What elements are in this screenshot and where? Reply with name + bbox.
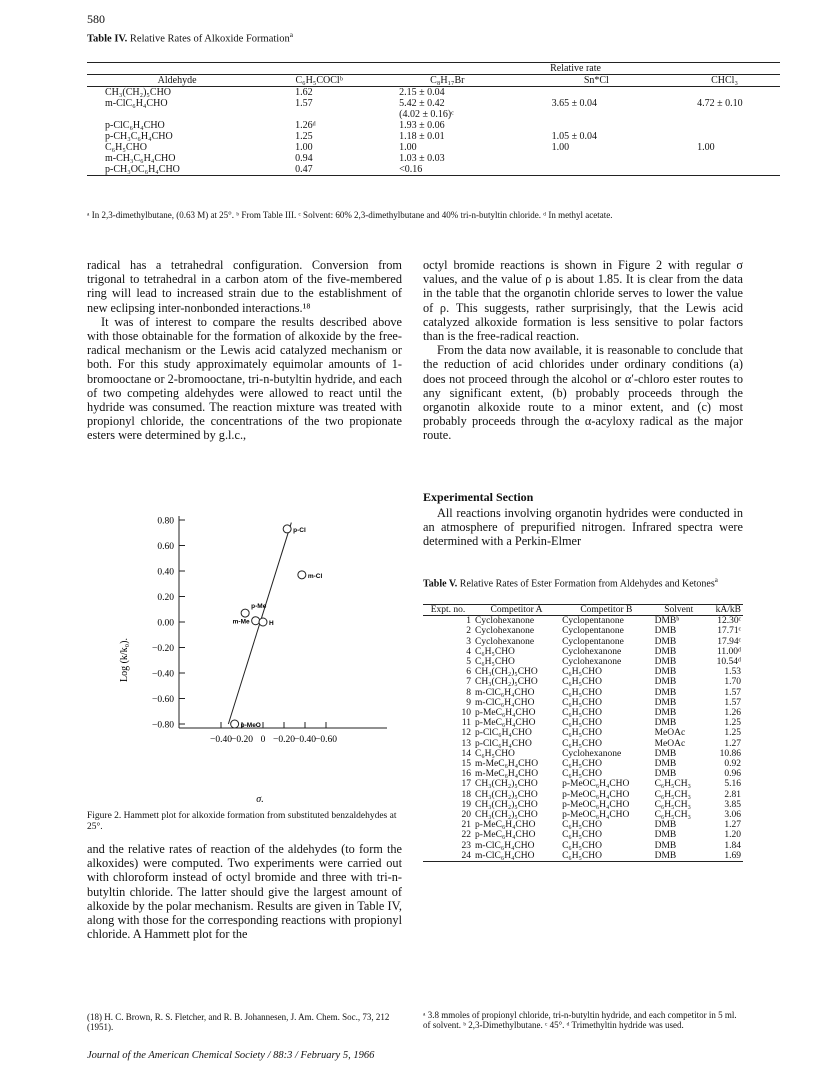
table-row [423, 841, 743, 851]
table5-cell: 10 [461, 708, 472, 719]
table5-cell: 1.84 [724, 840, 741, 851]
journal-footer: Journal of the American Chemical Society / 88:3 / February 5, 1966 [87, 1050, 375, 1061]
table5-cell: 19 [461, 799, 472, 810]
table5-cell: 2 [466, 626, 472, 637]
table5-cell: Cyclohexanone [562, 657, 622, 668]
table-row [423, 810, 743, 820]
table5-cell: 1.69 [724, 850, 741, 861]
table5-cell: DMB [654, 657, 677, 668]
figure2-x-tick-label: −0.20 [273, 735, 295, 745]
table5-cell: 17.71ᶜ [717, 626, 741, 637]
table5-cell: DMB [654, 636, 677, 647]
table5-cell: Cyclohexanone [562, 748, 622, 759]
table5-cell: DMB [654, 850, 677, 861]
table5-cell: C₆H₅CHO [562, 769, 602, 780]
table5-cell: Cyclohexanone [475, 616, 535, 627]
table-row [87, 87, 780, 99]
table-row [423, 718, 743, 728]
table5-cell: 1.20 [724, 830, 741, 841]
table5-cell: 7 [466, 677, 472, 688]
table5-cell: p-MeC₆H₄CHO [475, 820, 536, 831]
table5-cell: CH₃(CH₂)₅CHO [475, 810, 538, 821]
figure2-point [231, 720, 239, 728]
figure2-y-tick-label: −0.80 [152, 720, 174, 731]
table5-cell: CH₃(CH₂)₅CHO [475, 789, 538, 800]
table4-cell [524, 120, 670, 131]
table5-cell: m-MeC₆H₄CHO [475, 769, 539, 780]
table-row [423, 749, 743, 759]
table4-cell [87, 109, 267, 120]
table5-footnotes: ᵃ 3.8 mmoles of propionyl chloride, tri-n-butyltin hydride, and each competitor in 5 ml. of solvent. ᵇ 2,3-Dimethylbutane. ᶜ 45°. ᵈ Trimethyltin hydride was used. [423, 1010, 737, 1030]
figure2-point [298, 571, 306, 579]
table-row [423, 657, 743, 667]
table4-cell: (4.02 ± 0.16)ᶜ [399, 109, 454, 120]
table4-cell: 1.26ᵈ [295, 120, 316, 131]
table-row [87, 142, 780, 153]
table5-cell: C₆H₅CHO [562, 840, 602, 851]
experimental-text [423, 506, 743, 549]
table4-cell: C₆H₅CHO [105, 142, 147, 153]
table5-cell: Cyclohexanone [562, 646, 622, 657]
paragraph: octyl bromide reactions is shown in Figure 2 with regular σ values, and the value of ρ is about 1.85. It is clear from the data in the table that the organotin chloride serves to lower the value of ρ. This suggests, rather surprisingly, that the Lewis acid catalyzed alkoxide formation is less sensitive to polar factors than is the free-radical reaction. [423, 258, 743, 344]
paragraph: It was of interest to compare the results described above with those obtainable for the formation of alkoxide by the free-radical mechanism or the Lewis acid catalyzed mechanism or both. For this study approximately equimolar amounts of 1-bromooctane or 2-bromooctane, tri-n-butyltin hydride, and each of two competing aldehydes were allowed to react until the hydride was consumed. The reaction mixture was treated with propionyl chloride, the concentrations of the two propionate esters were determined by g.l.c., [87, 314, 402, 443]
table5-cell: p-ClC₆H₄CHO [475, 738, 532, 749]
figure2-point-label: p-Me [251, 603, 267, 611]
right-column-text [423, 258, 743, 443]
table4-cell [669, 131, 780, 142]
table-row [87, 109, 780, 120]
table-row [87, 164, 780, 176]
table5-title-mark: a [714, 576, 718, 584]
table-row [423, 820, 743, 830]
table5-cell: Cyclohexanone [475, 626, 535, 637]
table5-cell: p-MeOC₆H₄CHO [562, 789, 630, 800]
figure2-y-tick-label: 0.40 [157, 567, 174, 578]
table-row [423, 647, 743, 657]
table5-cell: C₆H₅CHO [562, 667, 602, 678]
figure2-point [283, 525, 291, 533]
table-row [423, 759, 743, 769]
table4-col-header: Sn*Cl [524, 75, 670, 87]
table4-cell: 1.03 ± 0.03 [399, 153, 445, 164]
table4-cell [669, 87, 780, 99]
table4-cell: 1.00 [551, 142, 570, 153]
table5-cell: 2.81 [724, 789, 741, 800]
table5-cell: CH₃(CH₂)₅CHO [475, 677, 538, 688]
table5-cell: DMB [654, 759, 677, 770]
table5-cell: 1.26 [724, 708, 741, 719]
figure2-plot [87, 500, 417, 806]
table5-cell: C₆H₅CHO [562, 677, 602, 688]
table5-caption [423, 575, 743, 589]
table5-cell: C₆H₅CH₃ [654, 799, 691, 810]
table5-cell: 16 [461, 769, 472, 780]
table5-cell: m-MeC₆H₄CHO [475, 759, 539, 770]
table5-cell: MeOAc [654, 738, 686, 749]
table5-cell: C₆H₅CHO [562, 820, 602, 831]
figure2-caption: Figure 2. Hammett plot for alkoxide formation from substituted benzaldehydes at 25°. [87, 811, 397, 832]
table5-cell: DMB [654, 830, 677, 841]
table5-cell: C₆H₅CHO [562, 738, 602, 749]
table5-cell: DMB [654, 748, 677, 759]
table4-cell: 0.47 [295, 164, 313, 175]
figure2-x-tick-label: −0.20 [231, 735, 253, 745]
table-row [423, 769, 743, 779]
table-row [423, 637, 743, 647]
figure2-point-label: p-MeO [240, 722, 261, 729]
table4-col-header: C₈H₁₇Br [371, 75, 523, 87]
table4-cell: 1.00 [697, 142, 715, 153]
table5-cell: 0.96 [724, 769, 741, 780]
table5-cell: p-MeC₆H₄CHO [475, 830, 536, 841]
table5-cell: 10.54ᵈ [716, 657, 741, 668]
figure2-x-tick-label: −0.60 [315, 735, 337, 745]
table5-cell: 9 [466, 697, 472, 708]
table5-cell: 4 [466, 646, 472, 657]
table4-col-header: CHCl₃ [669, 75, 780, 87]
table5-cell: 15 [461, 759, 472, 770]
table4-cell: 1.62 [295, 87, 313, 98]
table-row [423, 667, 743, 677]
table5-cell: 13 [461, 738, 472, 749]
table4-cell: p-CH₃C₆H₄CHO [105, 131, 173, 142]
table5-cell: 20 [461, 810, 472, 821]
table5-cell: 1.27 [724, 738, 741, 749]
table5-cell: m-ClC₆H₄CHO [475, 840, 535, 851]
table-row [87, 153, 780, 164]
table5-cell: DMB [654, 667, 677, 678]
figure2-point [259, 618, 267, 626]
figure2-y-tick-label: 0.80 [157, 516, 174, 527]
table5-cell: 22 [461, 830, 472, 841]
table-row [87, 131, 780, 142]
table4-cell [669, 153, 780, 164]
figure2-point-label: H [269, 620, 274, 627]
table5-cell: 5.16 [724, 779, 741, 790]
table4-cell [524, 164, 670, 176]
table-row [423, 677, 743, 687]
table5-cell: C₆H₅CHO [562, 718, 602, 729]
table5-cell: MeOAc [654, 728, 686, 739]
table4-cell: 4.72 ± 0.10 [697, 98, 743, 109]
figure2-y-tick-label: 0.60 [157, 542, 174, 552]
table5-cell: 5 [466, 657, 472, 668]
table5-cell: C₆H₅CH₃ [654, 789, 691, 800]
left-column-text-top [87, 258, 402, 443]
table5-cell: p-ClC₆H₄CHO [475, 728, 532, 739]
table5-cell: 3 [466, 636, 472, 647]
table4-cell [669, 164, 780, 176]
table5-cell: CH₃(CH₂)₅CHO [475, 667, 538, 678]
table5-label: Table V. [423, 578, 458, 590]
table5-cell: 18 [461, 789, 472, 800]
table5-cell: 1.27 [724, 820, 741, 831]
table5-col-header: Competitor A [473, 605, 560, 616]
table5-cell: DMB [654, 687, 677, 698]
table5-cell: Cyclopentanone [562, 636, 624, 647]
table5-cell: C₆H₅CHO [562, 728, 602, 739]
table5-cell: CH₃(CH₂)₅CHO [475, 779, 538, 790]
table4-cell: p-ClC₆H₄CHO [105, 120, 165, 131]
table5-cell: 1.25 [724, 728, 741, 739]
table5-cell: 11.00ᵈ [717, 646, 741, 657]
table5-cell: DMB [654, 840, 677, 851]
table5-cell: 24 [461, 850, 472, 861]
table5-cell: p-MeOC₆H₄CHO [562, 799, 630, 810]
table4 [87, 62, 780, 176]
table4-cell: 1.93 ± 0.06 [399, 120, 445, 131]
table5-cell: DMB [654, 769, 677, 780]
table5-cell: 1 [466, 616, 472, 627]
reference-18: (18) H. C. Brown, R. S. Fletcher, and R. B. Johannesen, J. Am. Chem. Soc., 73, 212 (1951). [87, 1012, 390, 1032]
table4-cell: 0.94 [295, 153, 313, 164]
table5-cell: 17.94ᶜ [717, 636, 741, 647]
table5-cell: m-ClC₆H₄CHO [475, 850, 535, 861]
figure2-point [241, 609, 249, 617]
experimental-paragraph: All reactions involving organotin hydrides were conducted in an atmosphere of prepurified nitrogen. Infrared spectra were determined with a Perkin-Elmer [423, 506, 743, 549]
table5-cell: DMB [654, 718, 677, 729]
table-row [423, 708, 743, 718]
table5-cell: 12 [461, 728, 472, 739]
table5-cell: DMBᵇ [654, 616, 680, 627]
table5-cell: C₆H₅CHO [475, 748, 515, 759]
table5-cell: Cyclopentanone [562, 626, 624, 637]
experimental-heading: Experimental Section [423, 490, 534, 504]
figure2-y-tick-label: 0.20 [157, 593, 174, 603]
table5-cell: 1.57 [724, 697, 741, 708]
table5-cell: 0.92 [724, 759, 741, 770]
table5-cell: 1.53 [724, 667, 741, 678]
table4-title: Relative Rates of Alkoxide Formation [129, 33, 290, 45]
table-row [423, 616, 743, 627]
table5-cell: Cyclopentanone [562, 616, 624, 627]
table4-cell [524, 87, 670, 99]
table-row [87, 120, 780, 131]
table5-cell: 1.57 [724, 687, 741, 698]
table5-cell: DMB [654, 820, 677, 831]
table-row [87, 98, 780, 109]
table4-cell: 2.15 ± 0.04 [399, 87, 445, 98]
figure2-y-tick-label: −0.20 [152, 644, 174, 654]
table4-cell: 1.25 [295, 131, 313, 142]
table4-col-header: C₆H₅COClᵇ [267, 75, 371, 87]
table5-cell: 8 [466, 687, 472, 698]
table-row [423, 800, 743, 810]
table4-cell: 1.00 [295, 142, 313, 153]
table5-cell: 1.70 [724, 677, 741, 688]
table5-cell: C₆H₅CHO [562, 830, 602, 841]
table5 [423, 604, 743, 862]
table5-cell: C₆H₅CHO [475, 646, 515, 657]
table-row [423, 790, 743, 800]
figure2-y-tick-label: −0.60 [152, 695, 174, 705]
table4-footnotes: ᵃ In 2,3-dimethylbutane, (0.63 M) at 25°. ᵇ From Table III. ᶜ Solvent: 60% 2,3-dimethylbutane and 40% tri-n-butyltin chloride. ᵈ In methyl acetate. [87, 210, 613, 220]
table4-cell: m-CH₃C₆H₄CHO [105, 153, 176, 164]
table5-col-header: Solvent [653, 605, 705, 616]
table5-cell: 1.25 [724, 718, 741, 729]
figure2-ylabel: Log (k/k₀). [119, 637, 130, 683]
table4-cell: p-CH₃OC₆H₄CHO [105, 164, 180, 175]
table5-cell: 3.06 [724, 810, 741, 821]
figure2-xlabel: σ. [256, 794, 264, 805]
figure2-x-tick-label: −0.40 [210, 735, 232, 745]
table5-cell: CH₃(CH₂)₅CHO [475, 799, 538, 810]
table5-cell: m-ClC₆H₄CHO [475, 687, 535, 698]
table4-label: Table IV. [87, 33, 128, 45]
table5-cell: 17 [461, 779, 472, 790]
table5-cell: C₆H₅CHO [562, 850, 602, 861]
table-row [423, 698, 743, 708]
table4-col-aldehyde: Aldehyde [87, 75, 267, 87]
table4-cell: 1.05 ± 0.04 [551, 131, 598, 142]
figure2-point-label: m-Cl [307, 572, 323, 580]
figure2-point [252, 617, 260, 625]
table4-cell: 1.18 ± 0.01 [399, 131, 445, 142]
table4-cell: m-ClC₆H₄CHO [105, 98, 168, 109]
table5-cell: DMB [654, 677, 677, 688]
table4-group-header: Relative rate [371, 63, 780, 75]
table5-cell: p-MeOC₆H₄CHO [562, 810, 630, 821]
table5-cell: 12.30ᶜ [717, 616, 741, 627]
table5-cell: m-ClC₆H₄CHO [475, 697, 535, 708]
table-row [423, 688, 743, 698]
table-row [423, 779, 743, 789]
table4-cell [524, 109, 670, 120]
table5-cell: 3.85 [724, 799, 741, 810]
table4-cell: 1.57 [295, 98, 313, 109]
table5-cell: DMB [654, 697, 677, 708]
table4-cell [524, 153, 670, 164]
table4-caption [87, 30, 293, 45]
table5-cell: p-MeOC₆H₄CHO [562, 779, 630, 790]
table4-cell [669, 109, 780, 120]
figure2-y-tick-label: 0.00 [157, 618, 174, 629]
table5-cell: C₆H₅CH₃ [654, 810, 691, 821]
table5-cell: C₆H₅CHO [562, 759, 602, 770]
table5-cell: 21 [461, 820, 472, 831]
table5-cell: C₆H₅CHO [475, 657, 515, 668]
table4-title-mark: a [289, 30, 293, 39]
table4-cell: <0.16 [399, 164, 423, 175]
table5-cell: p-MeC₆H₄CHO [475, 708, 536, 719]
table4-cell: CH₃(CH₂)₅CHO [105, 87, 172, 98]
figure2-point-label: m-Me [232, 618, 250, 626]
table-row [423, 626, 743, 636]
table5-cell: p-MeC₆H₄CHO [475, 718, 536, 729]
table5-cell: Cyclohexanone [475, 636, 535, 647]
table-row [423, 851, 743, 862]
table5-cell: C₆H₅CHO [562, 697, 602, 708]
table5-title: Relative Rates of Ester Formation from Aldehydes and Ketones [459, 578, 715, 590]
left-column-text-bottom [87, 842, 402, 941]
table5-cell: 6 [466, 667, 472, 678]
figure2-y-tick-label: −0.40 [152, 669, 174, 680]
table5-cell: 10.86 [719, 748, 741, 759]
table4-cell: 1.00 [399, 142, 417, 153]
table-row [423, 830, 743, 840]
table5-cell: C₆H₅CHO [562, 708, 602, 719]
table5-col-header: Competitor B [560, 605, 653, 616]
table5-cell: 11 [461, 718, 472, 729]
table5-cell: C₆H₅CH₃ [654, 779, 691, 790]
table4-cell [267, 109, 371, 120]
table5-col-header: kA/kB [705, 605, 743, 616]
table4-cell [669, 120, 780, 131]
figure2-point-label: p-Cl [293, 526, 306, 534]
figure2-x-tick-label: −0.40 [294, 735, 316, 745]
figure2-x-tick-label: 0 [260, 735, 266, 745]
table-row [423, 739, 743, 749]
table5-cell: DMB [654, 626, 677, 637]
paragraph: radical has a tetrahedral configuration. Conversion from trigonal to tetrahedral in a carbon atom of the five-membered ring will lead to increased strain due to the establishment of new eclipsing inter-nonbonded interactions.¹⁸ [87, 258, 402, 315]
table-row [423, 728, 743, 738]
paragraph: From the data now available, it is reasonable to conclude that the reduction of acid chlorides under ordinary conditions (a) does not proceed through the alcohol or α′-chloro ester routes to any significant extent, (b) probably proceeds through the organotin alkoxide route to a minor extent, and (c) most probably proceeds through the α-acyloxy radical as the major route. [423, 343, 743, 443]
table5-col-header: Expt. no. [423, 605, 473, 616]
table5-cell: DMB [654, 646, 677, 657]
paragraph: and the relative rates of reaction of the aldehydes (to form the alkoxides) were computed. Two experiments were carried out with chloroform instead of octyl bromide and three with tri-n-butyltin chloride. The latter should give the largest amount of alkoxide by the polar mechanism. Results are given in Table IV, along with those for the corresponding reactions with propionyl chloride. A Hammett plot for the [87, 842, 402, 942]
table5-cell: 23 [461, 840, 472, 851]
table4-cell: 3.65 ± 0.04 [551, 98, 598, 109]
table5-cell: 14 [461, 748, 472, 759]
table5-cell: DMB [654, 708, 677, 719]
page-number: 580 [87, 12, 105, 26]
table5-cell: C₆H₅CHO [562, 687, 602, 698]
table4-cell: 5.42 ± 0.42 [399, 98, 445, 109]
